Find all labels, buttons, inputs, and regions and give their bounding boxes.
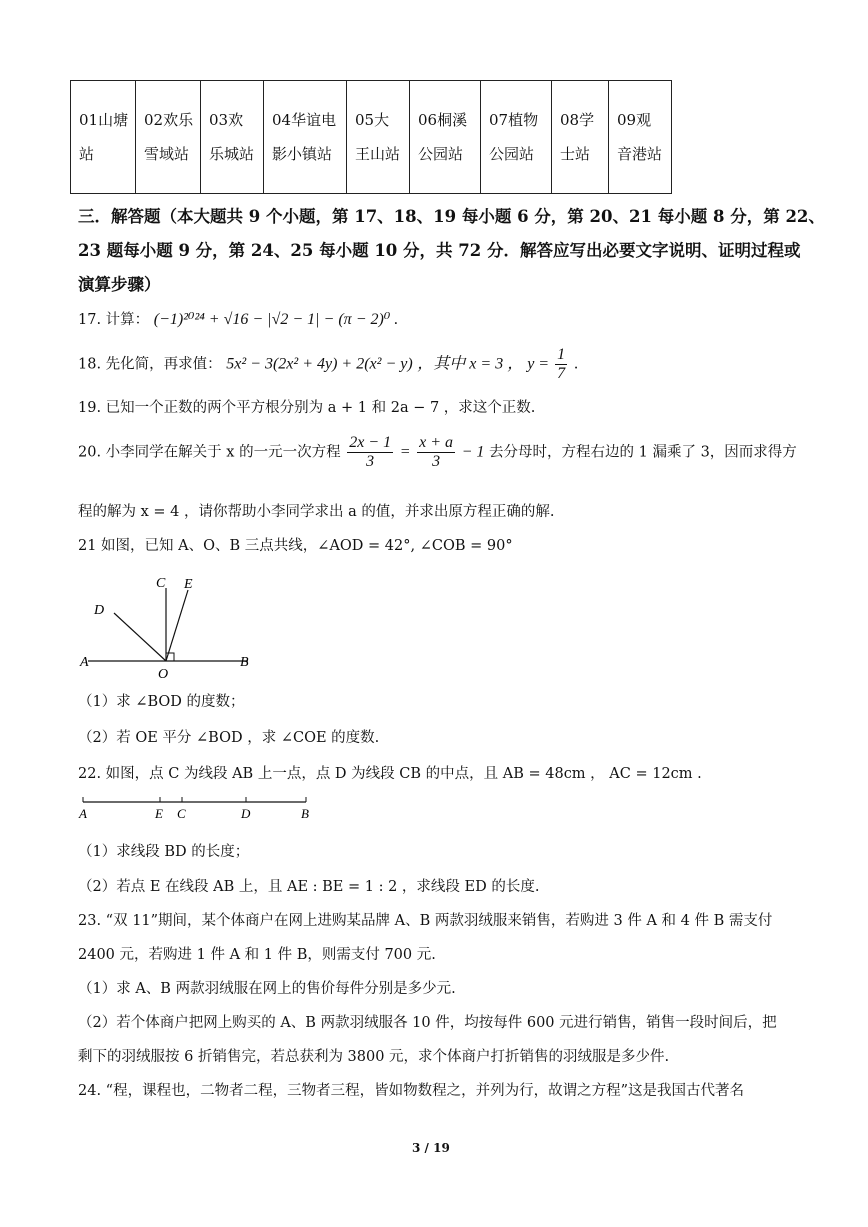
angle-diagram	[76, 568, 266, 686]
q18-fraction	[555, 346, 567, 383]
q20-equals: =	[399, 443, 411, 461]
q20-fraction-right	[417, 434, 455, 471]
question-20-line2: 程的解为 x = 4 ，请你帮助小李同学求出 a 的值，并求出原方程正确的解.	[78, 504, 555, 520]
label-a: A	[80, 655, 89, 670]
q18-end: .	[573, 356, 579, 373]
q18-frac-denominator: 7	[557, 365, 566, 382]
seg-label-b: B	[301, 806, 309, 821]
question-22-stem: 22. 如图，点 C 为线段 AB 上一点，点 D 为线段 CB 的中点，且 AB = 48cm ， AC = 12cm .	[78, 766, 702, 782]
q23-part2-line1: （2）若个体商户把网上购买的 A、B 两款羽绒服各 10 件，均按每件 600 元进行销售，销售一段时间后，把	[78, 1015, 777, 1031]
section-title-line2: 23 题每小题 9 分，第 24、25 每小题 10 分，共 72 分．解答应写出必要文字说明、证明过程或	[78, 241, 801, 260]
q21-part1: （1）求 ∠BOD 的度数；	[78, 694, 245, 710]
segment-diagram	[78, 792, 318, 822]
q18-expression: 5x² − 3(2x² + 4y) + 2(x² − y)	[226, 355, 413, 373]
q20-f2-numerator: x + a	[419, 434, 454, 451]
section-title-line3: 演算步骤）	[78, 275, 161, 294]
q18-condition: ，其中 x = 3 ， y =	[417, 355, 554, 373]
label-e: E	[184, 577, 193, 592]
question-24-line1: 24. “程，课程也，二物者二程，三物者三程，皆如物数程之，并列为行，故谓之方程”这是我国古代著名	[78, 1083, 744, 1099]
q20-fraction-left	[347, 434, 393, 471]
q18-label: 18. 先化简，再求值：	[78, 356, 222, 373]
seg-label-a: A	[79, 806, 87, 821]
q17-expression: (−1)²⁰²⁴ + √16 − |√2 − 1| − (π − 2)⁰ .	[153, 311, 399, 328]
q17-label: 17. 计算：	[78, 312, 150, 328]
q20-minus-one: − 1	[461, 443, 485, 461]
question-19: 19. 已知一个正数的两个平方根分别为 a + 1 和 2a − 7 ，求这个正数.	[78, 400, 536, 416]
q18-frac-numerator: 1	[557, 346, 566, 363]
station-table	[70, 80, 672, 194]
label-o: O	[158, 667, 169, 682]
station-cell: 07植物公园站	[481, 81, 552, 194]
station-cell: 03欢乐城站	[201, 81, 264, 194]
q22-part2: （2）若点 E 在线段 AB 上，且 AE : BE = 1 : 2 ，求线段 ED 的长度.	[78, 879, 540, 895]
seg-label-e: E	[155, 806, 163, 821]
q23-part1: （1）求 A、B 两款羽绒服在网上的售价每件分别是多少元.	[78, 981, 456, 997]
station-cell: 01山塘站	[71, 81, 136, 194]
q20-f1-numerator: 2x − 1	[349, 434, 392, 451]
label-b: B	[240, 655, 249, 670]
station-cell: 06桐溪公园站	[410, 81, 481, 194]
q20-prefix: 20. 小李同学在解关于 x 的一元一次方程	[78, 444, 341, 461]
question-23-line2: 2400 元，若购进 1 件 A 和 1 件 B，则需支付 700 元.	[78, 947, 436, 963]
question-23-line1: 23. “双 11”期间，某个体商户在网上进购某品牌 A、B 两款羽绒服来销售，若购进 3 件 A 和 4 件 B 需支付	[78, 913, 773, 929]
q23-part2-line2: 剩下的羽绒服按 6 折销售完，若总获利为 3800 元，求个体商户打折销售的羽绒服是多少件.	[78, 1049, 670, 1065]
ray-oe	[166, 590, 188, 661]
seg-label-c: C	[177, 806, 186, 821]
question-20-line1	[78, 434, 797, 471]
seg-label-d: D	[241, 806, 251, 821]
question-21-stem: 21 如图，已知 A、O、B 三点共线，∠AOD = 42°, ∠COB = 90°	[78, 538, 513, 554]
q20-suffix: 去分母时，方程右边的 1 漏乘了 3，因而求得方	[489, 444, 797, 461]
ray-od	[114, 613, 166, 661]
q20-f1-denominator: 3	[366, 453, 375, 470]
station-cell: 08学士站	[552, 81, 609, 194]
label-d: D	[94, 603, 105, 618]
question-17	[78, 308, 398, 329]
station-row	[71, 81, 672, 194]
section-title-line1: 三．解答题（本大题共 9 个小题，第 17、18、19 每小题 6 分，第 20、21 每小题 8 分，第 22、	[78, 207, 825, 226]
question-18	[78, 346, 578, 383]
station-cell: 05大王山站	[347, 81, 410, 194]
page-number: 3 / 19	[412, 1141, 450, 1155]
label-c: C	[156, 576, 166, 591]
station-cell: 09观音港站	[609, 81, 672, 194]
q22-part1: （1）求线段 BD 的长度；	[78, 844, 250, 860]
station-cell: 04华谊电影小镇站	[264, 81, 347, 194]
q20-f2-denominator: 3	[432, 453, 441, 470]
q21-part2: （2）若 OE 平分 ∠BOD ，求 ∠COE 的度数.	[78, 730, 380, 746]
station-cell: 02欢乐雪域站	[136, 81, 201, 194]
